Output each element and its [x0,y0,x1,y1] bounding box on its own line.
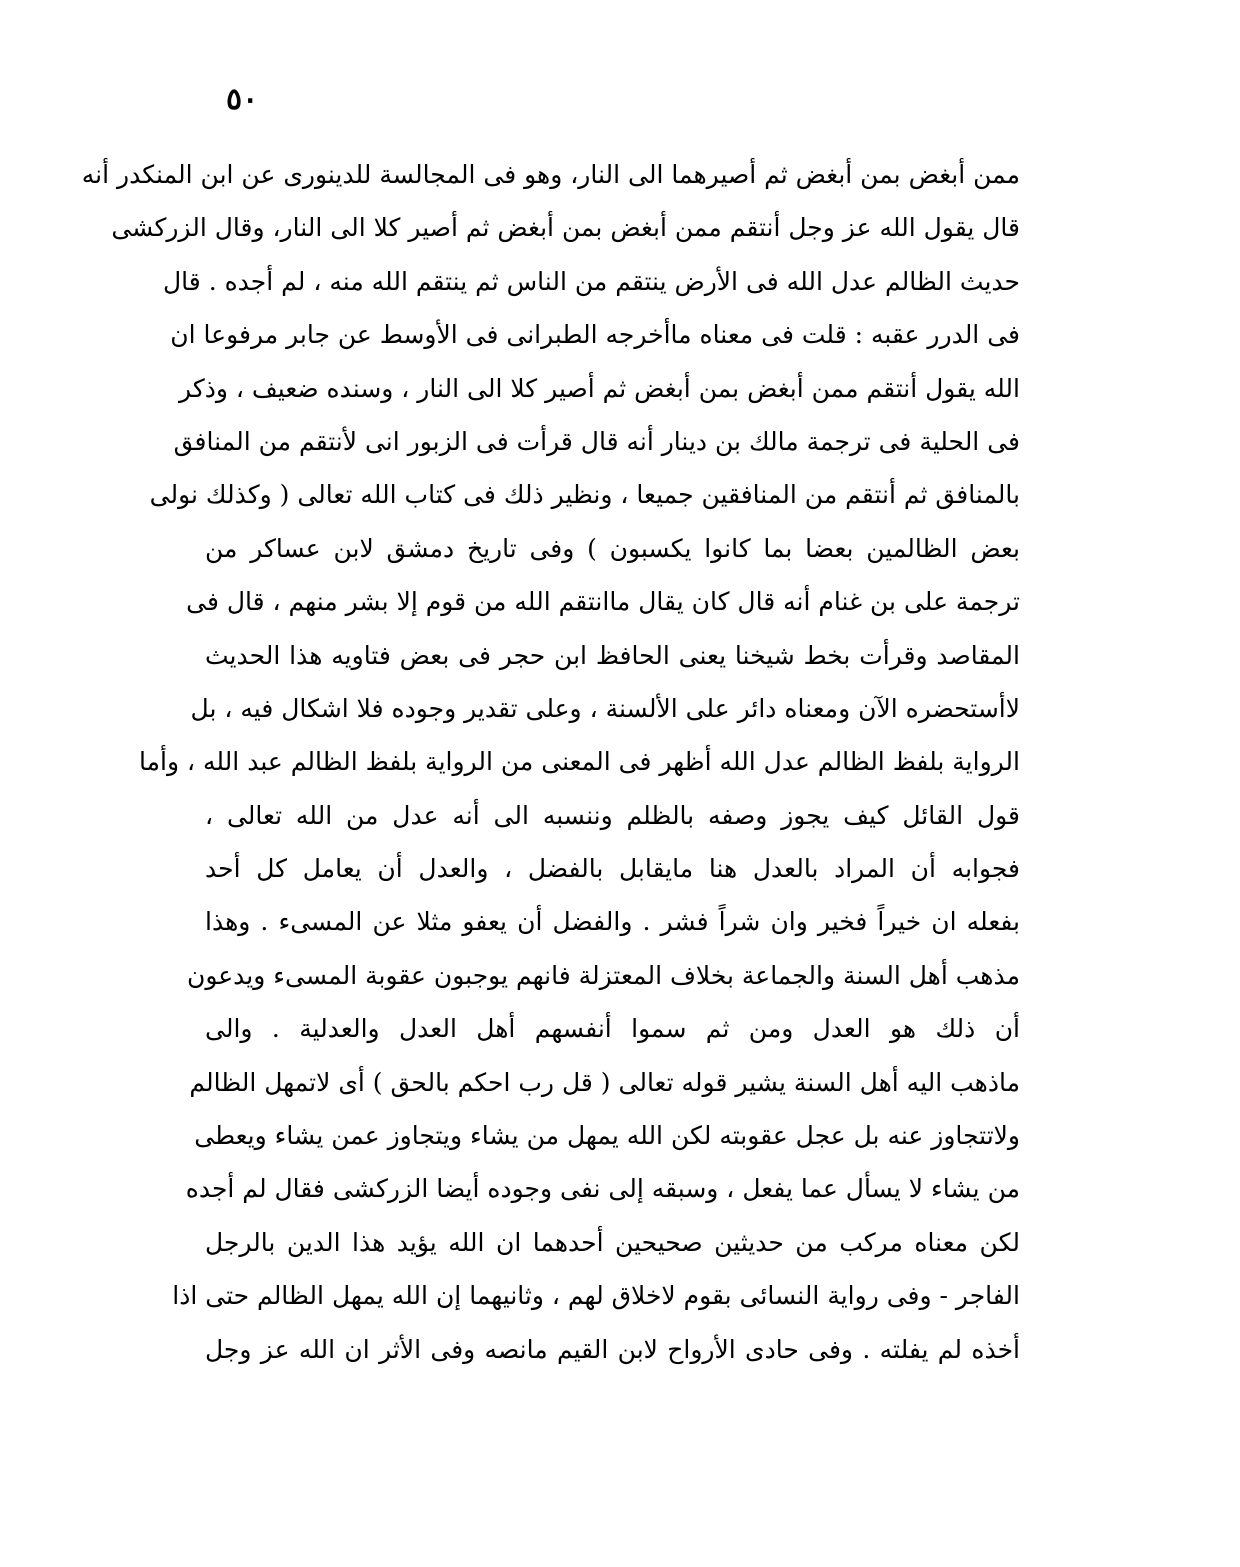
text-line: قال يقول الله عز وجل أنتقم ممن أبغض بمن أبغض ثم أصير كلا الى النار، وقال الزركشى [111,213,1020,243]
text-line: قول القائل كيف يجوز وصفه بالظلم وننسبه الى أنه عدل من الله تعالى ، [205,800,1020,830]
text-line: أخذه لم يفلته . وفى حادى الأرواح لابن القيم مانصه وفى الأثر ان الله عز وجل [205,1334,1020,1364]
text-line: الرواية بلفظ الظالم عدل الله أظهر فى المعنى من الرواية بلفظ الظالم عبد الله ، وأما [139,747,1020,777]
text-line: الله يقول أنتقم ممن أبغض بمن أبغض ثم أصير كلا الى النار ، وسنده ضعيف ، وذكر [179,373,1020,403]
text-line: لاأستحضره الآن ومعناه دائر على الألسنة ، وعلى تقدير وجوده فلا اشكال فيه ، بل [190,693,1020,723]
text-line: ترجمة على بن غنام أنه قال كان يقال ماانتقم الله من قوم إلا بشر منهم ، قال فى [186,587,1020,617]
text-line: بالمنافق ثم أنتقم من المنافقين جميعا ، ونظير ذلك فى كتاب الله تعالى ( وكذلك نولى [149,480,1020,510]
body-text [81,148,1020,1376]
text-line: حديث الظالم عدل الله فى الأرض ينتقم من الناس ثم ينتقم الله منه ، لم أجده . قال [163,266,1020,296]
text-line: فجوابه أن المراد بالعدل هنا مايقابل بالفضل ، والعدل أن يعامل كل أحد [205,854,1020,884]
text-line: بعض الظالمين بعضا بما كانوا يكسبون ) وفى تاريخ دمشق لابن عساكر من [205,533,1020,563]
text-line: الفاجر - وفى رواية النسائى بقوم لاخلاق لهم ، وثانيهما إن الله يمهل الظالم حتى اذا [172,1281,1020,1311]
text-line: ماذهب اليه أهل السنة يشير قوله تعالى ( قل رب احكم بالحق ) أى لاتمهل الظالم [189,1067,1020,1097]
text-line: لكن معناه مركب من حديثين صحيحين أحدهما ان الله يؤيد هذا الدين بالرجل [205,1227,1020,1257]
text-line: أن ذلك هو العدل ومن ثم سموا أنفسهم أهل العدل والعدلية . والى [205,1014,1020,1044]
text-line: المقاصد وقرأت بخط شيخنا يعنى الحافظ ابن حجر فى بعض فتاويه هذا الحديث [205,640,1020,670]
text-line: بفعله ان خيراً فخير وان شراً فشر . والفضل أن يعفو مثلا عن المسىء . وهذا [205,907,1020,937]
text-line: ولاتتجاوز عنه بل عجل عقوبته لكن الله يمهل من يشاء ويتجاوز عمن يشاء ويعطى [194,1121,1020,1151]
text-line: فى الحلية فى ترجمة مالك بن دينار أنه قال قرأت فى الزبور انى لأنتقم من المنافق [173,426,1020,456]
text-line: مذهب أهل السنة والجماعة بخلاف المعتزلة فانهم يوجبون عقوبة المسىء ويدعون [186,960,1020,990]
text-line: ممن أبغض بمن أبغض ثم أصيرهما الى النار، وهو فى المجالسة للدينورى عن ابن المنكدر أنه [81,160,1020,189]
text-line: فى الدرر عقبه : قلت فى معناه ماأخرجه الطبرانى فى الأوسط عن جابر مرفوعا ان [170,320,1020,350]
text-line: من يشاء لا يسأل عما يفعل ، وسبقه إلى نفى وجوده أيضا الزركشى فقال لم أجده [185,1174,1020,1204]
page-number: ٥٠ [226,82,259,117]
